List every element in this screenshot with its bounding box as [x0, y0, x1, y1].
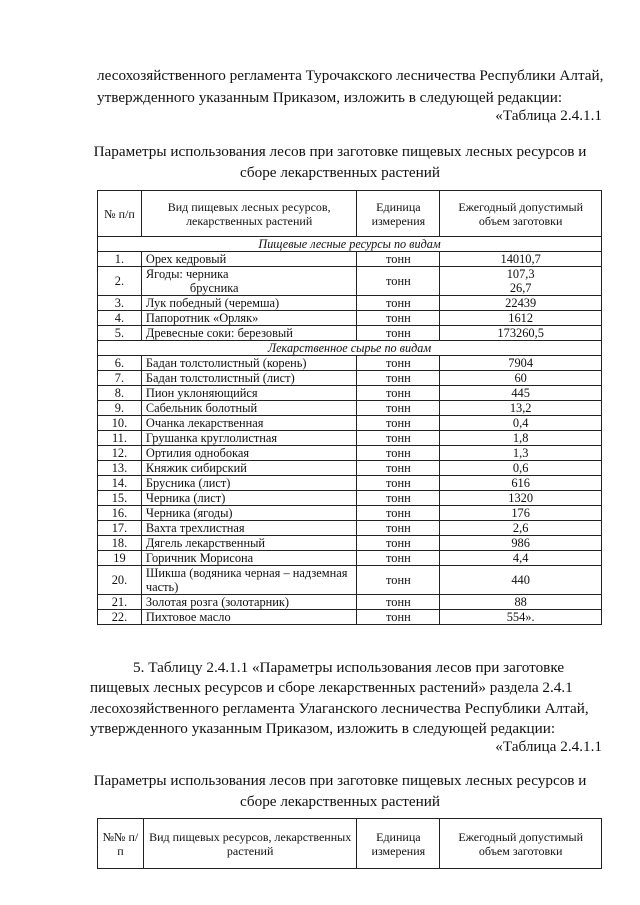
row-number: 11. [98, 431, 142, 446]
row-unit: тонн [357, 491, 440, 506]
intro-line-1: лесохозяйственного регламента Турочакского лесничества Республики Алтай, [97, 67, 604, 84]
row-name: Горичник Морисона [141, 551, 357, 566]
table1-title-line-2: сборе лекарственных растений [239, 164, 441, 181]
table1-title-line-1: Параметры использования лесов при заготовке пищевых лесных ресурсов и [93, 143, 587, 160]
food-rows [98, 252, 602, 341]
table-row [98, 326, 602, 341]
table-row [98, 446, 602, 461]
row-name: Сабельник болотный [141, 401, 357, 416]
row-number: 9. [98, 401, 142, 416]
section-med-row [98, 341, 602, 356]
row-value: 7904 [440, 356, 602, 371]
row-number: 15. [98, 491, 142, 506]
row-unit: тонн [357, 506, 440, 521]
row-value: 1320 [440, 491, 602, 506]
para5-line-2: пищевых лесных ресурсов и сборе лекарственных растений» раздела 2.4.1 [90, 679, 573, 696]
row-unit: тонн [357, 296, 440, 311]
row-name: Древесные соки: березовый [141, 326, 357, 341]
row-name: Орех кедровый [141, 252, 357, 267]
row-name: Пион уклоняющийся [141, 386, 357, 401]
row-value: 1,3 [440, 446, 602, 461]
row-number: 22. [98, 610, 142, 625]
row-number: 16. [98, 506, 142, 521]
row-unit: тонн [357, 356, 440, 371]
row-unit: тонн [357, 267, 440, 296]
row-value: 554». [440, 610, 602, 625]
table-row [98, 461, 602, 476]
row-value: 986 [440, 536, 602, 551]
row-value: 0,6 [440, 461, 602, 476]
table-row [98, 521, 602, 536]
row-value: 14010,7 [440, 252, 602, 267]
row-unit: тонн [357, 326, 440, 341]
table-row [98, 311, 602, 326]
table-row [98, 356, 602, 371]
row-value: 2,6 [440, 521, 602, 536]
row-unit: тонн [357, 610, 440, 625]
row-number: 6. [98, 356, 142, 371]
table2-header-row [98, 819, 602, 869]
table-row [98, 296, 602, 311]
row-unit: тонн [357, 446, 440, 461]
row-name: Пихтовое масло [141, 610, 357, 625]
row-name: Вахта трехлистная [141, 521, 357, 536]
row-value: 88 [440, 595, 602, 610]
row-name-line-1: Ягоды: черника [145, 267, 229, 281]
table-row [98, 506, 602, 521]
row-value: 173260,5 [440, 326, 602, 341]
row-name [141, 267, 357, 296]
row-name: Шикша (водяника черная – надземная часть) [141, 566, 357, 595]
row-name: Лук победный (черемша) [141, 296, 357, 311]
table-row [98, 476, 602, 491]
section-food-label: Пищевые лесные ресурсы по видам [98, 237, 602, 252]
table2-title [60, 770, 620, 812]
row-value-line-1: 107,3 [506, 267, 535, 281]
row-name: Дягель лекарственный [141, 536, 357, 551]
t2-header-volume: Ежегодный допустимый объем заготовки [440, 819, 602, 869]
row-unit: тонн [357, 371, 440, 386]
row-name: Ортилия однобокая [141, 446, 357, 461]
row-unit: тонн [357, 431, 440, 446]
row-name: Очанка лекарственная [141, 416, 357, 431]
row-value: 13,2 [440, 401, 602, 416]
table2 [97, 818, 602, 869]
row-name: Черника (лист) [141, 491, 357, 506]
row-value: 616 [440, 476, 602, 491]
row-value: 445 [440, 386, 602, 401]
med-rows [98, 356, 602, 625]
row-value: 1612 [440, 311, 602, 326]
t2-header-num: №№ п/п [98, 819, 144, 869]
row-name: Княжик сибирский [141, 461, 357, 476]
para5-line-1: 5. Таблицу 2.4.1.1 «Параметры использования лесов при заготовке [133, 659, 565, 676]
row-number: 21. [98, 595, 142, 610]
section-food-row [98, 237, 602, 252]
row-number: 5. [98, 326, 142, 341]
row-name: Бадан толстолистный (лист) [141, 371, 357, 386]
table-row [98, 252, 602, 267]
row-number: 2. [98, 267, 142, 296]
table-row [98, 267, 602, 296]
row-name: Папоротник «Орляк» [141, 311, 357, 326]
row-value: 22439 [440, 296, 602, 311]
row-unit: тонн [357, 401, 440, 416]
row-unit: тонн [357, 536, 440, 551]
header-num: № п/п [98, 191, 142, 237]
t2-header-name: Вид пищевых ресурсов, лекарственных растений [143, 819, 357, 869]
row-value: 440 [440, 566, 602, 595]
row-number: 18. [98, 536, 142, 551]
table1 [97, 190, 602, 625]
table-row [98, 431, 602, 446]
row-value: 0,4 [440, 416, 602, 431]
row-number: 4. [98, 311, 142, 326]
para5-line-3: лесохозяйственного регламента Улаганского лесничества Республики Алтай, [90, 700, 589, 717]
row-number: 8. [98, 386, 142, 401]
row-unit: тонн [357, 252, 440, 267]
table-row [98, 595, 602, 610]
row-value: 60 [440, 371, 602, 386]
row-value: 1,8 [440, 431, 602, 446]
row-number: 13. [98, 461, 142, 476]
row-name: Золотая розга (золотарник) [141, 595, 357, 610]
row-number: 19 [98, 551, 142, 566]
row-number: 12. [98, 446, 142, 461]
row-name: Черника (ягоды) [141, 506, 357, 521]
row-unit: тонн [357, 551, 440, 566]
table-row [98, 536, 602, 551]
para5-line-4: утвержденного указанным Приказом, изложить в следующей редакции: [90, 720, 556, 737]
row-name: Грушанка круглолистная [141, 431, 357, 446]
table-row [98, 416, 602, 431]
table-row [98, 371, 602, 386]
table-row [98, 566, 602, 595]
table-row [98, 551, 602, 566]
row-name: Брусника (лист) [141, 476, 357, 491]
row-value [440, 267, 602, 296]
row-unit: тонн [357, 566, 440, 595]
row-number: 7. [98, 371, 142, 386]
row-unit: тонн [357, 386, 440, 401]
header-name: Вид пищевых лесных ресурсов, лекарственных растений [141, 191, 357, 237]
table2-title-line-1: Параметры использования лесов при заготовке пищевых лесных ресурсов и [93, 772, 587, 789]
row-number: 1. [98, 252, 142, 267]
table-row [98, 401, 602, 416]
table-reference-2: «Таблица 2.4.1.1 [495, 738, 602, 755]
row-name: Бадан толстолистный (корень) [141, 356, 357, 371]
section-med-label: Лекарственное сырье по видам [98, 341, 602, 356]
row-unit: тонн [357, 416, 440, 431]
row-unit: тонн [357, 521, 440, 536]
header-volume: Ежегодный допустимый объем заготовки [440, 191, 602, 237]
row-number: 17. [98, 521, 142, 536]
row-number: 3. [98, 296, 142, 311]
row-name-line-2: брусника [189, 281, 239, 295]
row-value-line-2: 26,7 [509, 281, 532, 295]
row-unit: тонн [357, 476, 440, 491]
row-unit: тонн [357, 461, 440, 476]
table-row [98, 491, 602, 506]
table-reference-1: «Таблица 2.4.1.1 [495, 107, 602, 124]
row-value: 176 [440, 506, 602, 521]
table2-title-line-2: сборе лекарственных растений [239, 793, 441, 810]
intro-line-2: утвержденного указанным Приказом, изложить в следующей редакции: [97, 89, 563, 106]
row-number: 20. [98, 566, 142, 595]
row-unit: тонн [357, 595, 440, 610]
header-unit: Единица измерения [357, 191, 440, 237]
t2-header-unit: Единица измерения [357, 819, 440, 869]
table1-title [60, 141, 620, 183]
row-unit: тонн [357, 311, 440, 326]
row-value: 4,4 [440, 551, 602, 566]
row-number: 10. [98, 416, 142, 431]
table1-header-row [98, 191, 602, 237]
row-number: 14. [98, 476, 142, 491]
table-row [98, 610, 602, 625]
table-row [98, 386, 602, 401]
